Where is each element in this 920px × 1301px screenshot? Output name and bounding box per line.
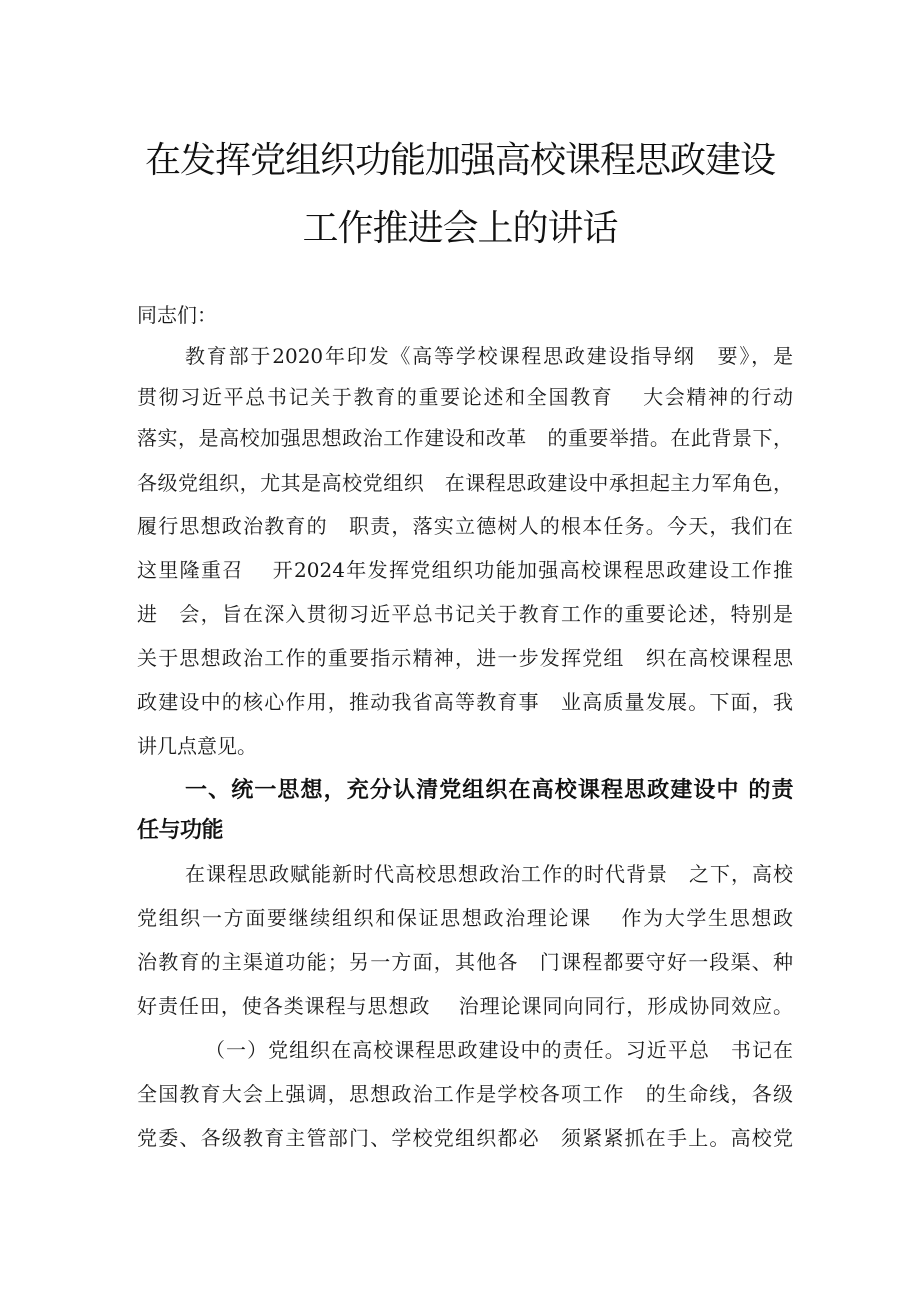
section-heading-1-line-1: 一、统一思想，充分认清党组织在高校课程思政建设中 的责 xyxy=(185,778,793,803)
paragraph-1-line-9: 政建设中的核心作用，推动我省高等教育事 业高质量发展。下面，我 xyxy=(137,690,793,714)
paragraph-2-line-3: 治教育的主渠道功能；另一方面，其他各 门课程都要守好一段渠、种 xyxy=(137,950,793,974)
paragraph-1-line-5: 履行思想政治教育的 职责，落实立德树人的根本任务。今天，我们在 xyxy=(137,514,793,538)
paragraph-1-line-3: 落实，是高校加强思想政治工作建设和改革 的重要举措。在此背景下， xyxy=(137,426,793,450)
document-title-line-1: 在发挥党组织功能加强高校课程思政建设 xyxy=(144,140,775,181)
salutation: 同志们： xyxy=(137,303,217,327)
paragraph-1-line-7: 进 会，旨在深入贯彻习近平总书记关于教育工作的重要论述，特别是 xyxy=(137,602,793,626)
paragraph-3-line-1: （一）党组织在高校课程思政建设中的责任。习近平总 书记在 xyxy=(205,1038,793,1062)
paragraph-1-line-4: 各级党组织，尤其是高校党组织 在课程思政建设中承担起主力军角色， xyxy=(137,471,793,495)
paragraph-1-line-10: 讲几点意见。 xyxy=(137,734,257,758)
paragraph-2-line-1: 在课程思政赋能新时代高校思想政治工作的时代背景 之下，高校 xyxy=(185,862,793,886)
paragraph-1-line-1: 教育部于2020年印发《高等学校课程思政建设指导纲 要》，是 xyxy=(185,344,793,368)
paragraph-2-line-4: 好责任田，使各类课程与思想政 治理论课同向同行，形成协同效应。 xyxy=(137,994,793,1018)
paragraph-3-line-2: 全国教育大会上强调，思想政治工作是学校各项工作 的生命线，各级 xyxy=(137,1082,793,1106)
paragraph-1-line-8: 关于思想政治工作的重要指示精神，进一步发挥党组 织在高校课程思 xyxy=(137,646,793,670)
document-title-line-2: 工作推进会上的讲话 xyxy=(302,208,618,249)
paragraph-1-line-6: 这里隆重召 开2024年发挥党组织功能加强高校课程思政建设工作推 xyxy=(137,558,793,582)
paragraph-2-line-2: 党组织一方面要继续组织和保证思想政治理论课 作为大学生思想政 xyxy=(137,906,793,930)
paragraph-3-line-3: 党委、各级教育主管部门、学校党组织都必 须紧紧抓在手上。高校党 xyxy=(137,1126,793,1150)
paragraph-1-line-2: 贯彻习近平总书记关于教育的重要论述和全国教育 大会精神的行动 xyxy=(137,385,793,409)
section-heading-1-line-2: 任与功能 xyxy=(137,818,224,843)
